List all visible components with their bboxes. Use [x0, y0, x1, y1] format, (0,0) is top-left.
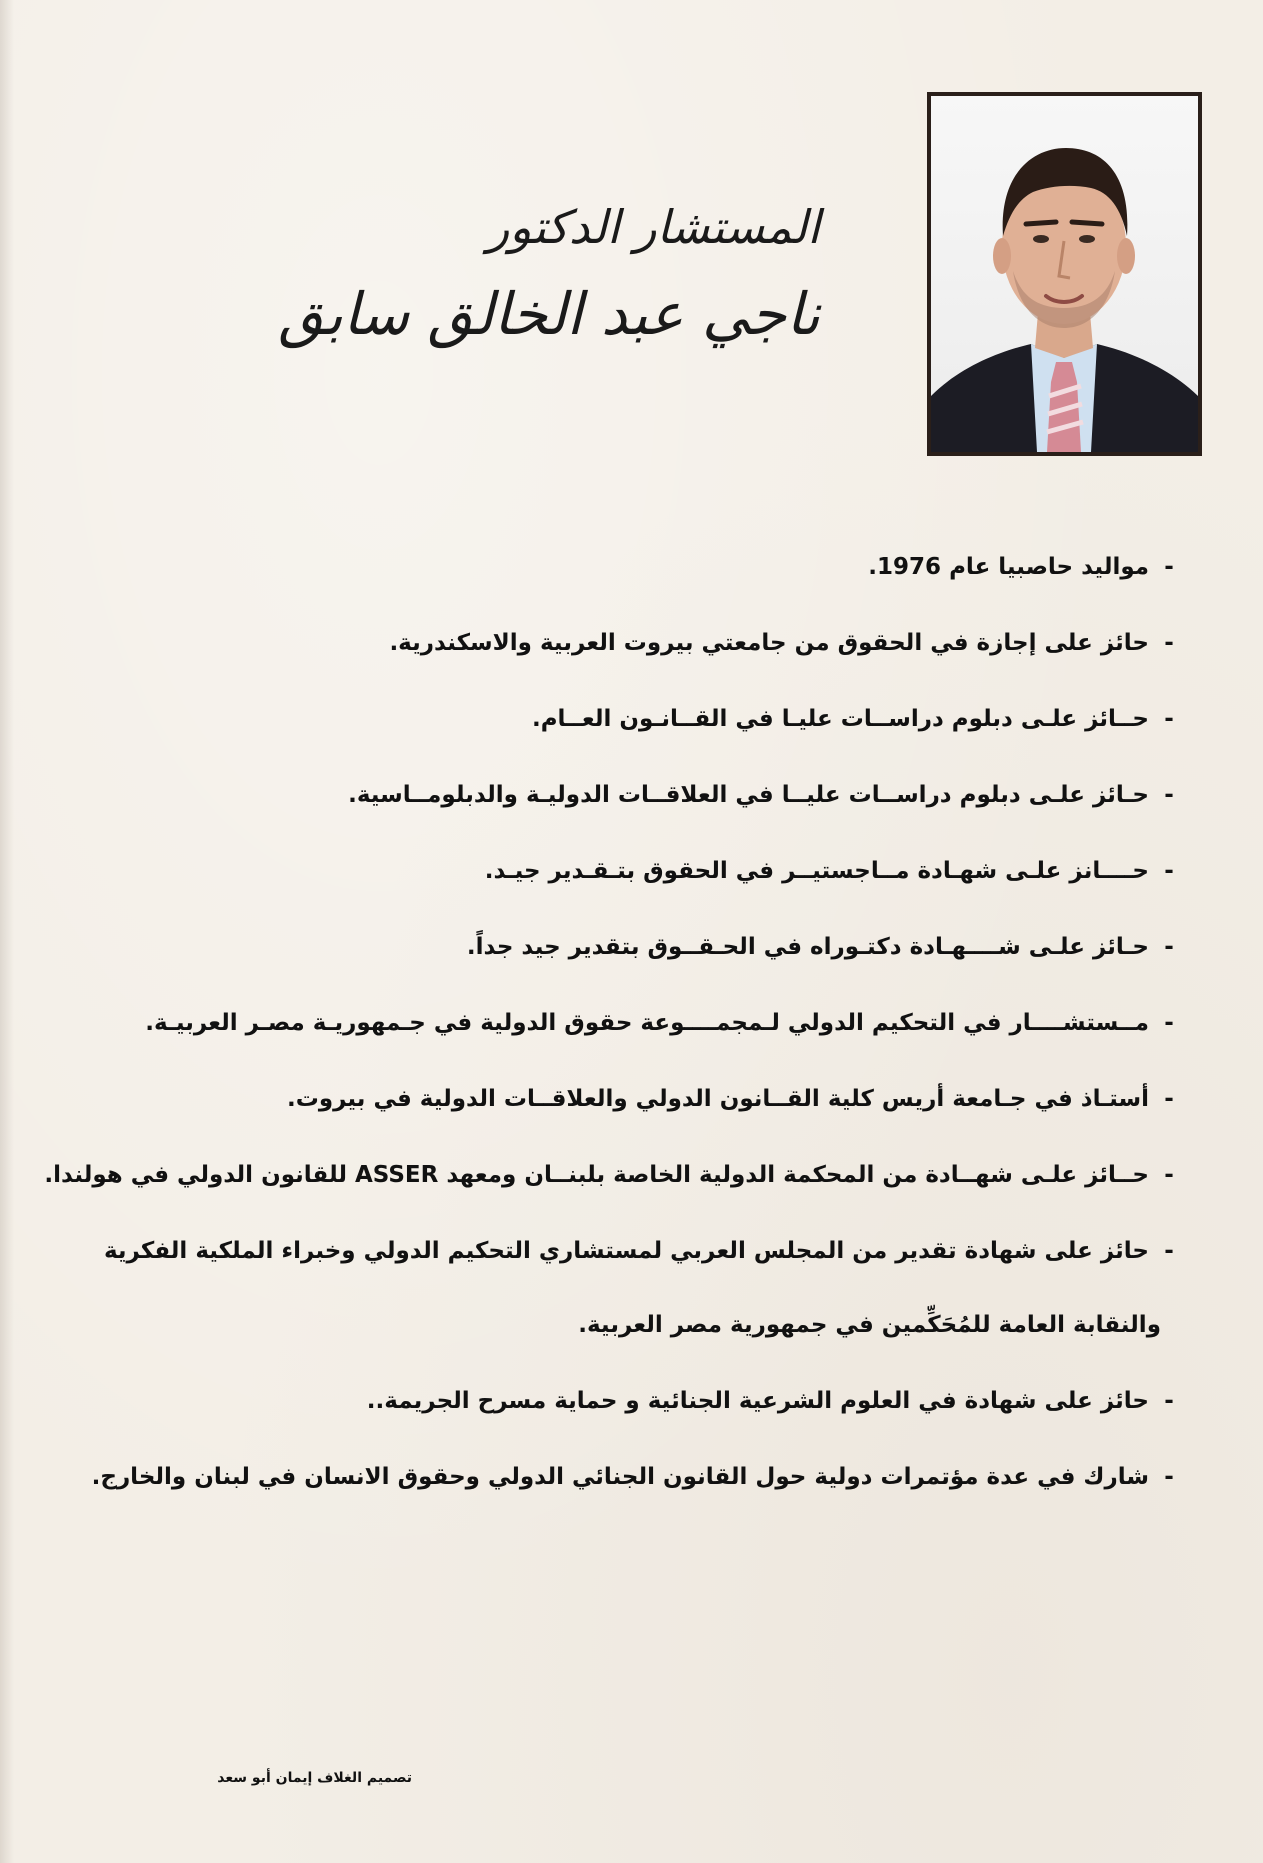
cv-item-text: حــائز علـى شهــادة من المحكمة الدولية الخاصة بلبنــان ومعهد ASSER للقانون الدولي في هولندا.: [44, 1162, 1149, 1188]
cv-item-text: حـائز علـى شــــهـادة دكتـوراه في الحـقــوق بتقدير جيد جداً.: [466, 934, 1149, 960]
cv-item: [121, 625, 1181, 701]
cv-item: [121, 777, 1181, 853]
cv-item: [121, 853, 1181, 929]
cv-item-text: شارك في عدة مؤتمرات دولية حول القانون الجنائي الدولي وحقوق الانسان في لبنان والخارج.: [91, 1464, 1149, 1490]
list-marker: -: [1164, 1010, 1174, 1036]
cv-item: [121, 701, 1181, 777]
cv-item-text: حــائز علـى دبلوم دراســات عليـا في القــانـون العــام.: [531, 706, 1149, 732]
cv-item-text: مواليد حاصبيا عام 1976.: [868, 554, 1149, 580]
list-marker: -: [1164, 554, 1174, 580]
list-marker: -: [1164, 1238, 1174, 1264]
list-marker: -: [1164, 1388, 1174, 1414]
author-name: ناجي عبد الخالق سابق: [278, 280, 820, 348]
list-marker: -: [1164, 706, 1174, 732]
cv-item: [121, 929, 1181, 1005]
cv-item: [44, 1157, 1181, 1233]
cv-item: [121, 1081, 1181, 1157]
author-photo: [927, 92, 1202, 456]
list-marker: -: [1164, 1162, 1174, 1188]
cv-item: [121, 1383, 1181, 1459]
list-marker: -: [1164, 1086, 1174, 1112]
list-marker: -: [1164, 630, 1174, 656]
cv-item-text: حــــانز علـى شهـادة مــاجستيــر في الحقوق بتـقـدير جيـد.: [484, 858, 1149, 884]
cv-item: [121, 1005, 1181, 1081]
cv-item-text: مــستشــــار في التحكيم الدولي لـمجمــــوعة حقوق الدولية في جـمهوريـة مصـر العربيـة.: [145, 1010, 1149, 1036]
cv-item-text: حـائز علـى دبلوم دراســات عليــا في العلاقــات الدوليـة والدبلومــاسية.: [348, 782, 1149, 808]
cv-item-text: حائز على شهادة تقدير من المجلس العربي لمستشاري التحكيم الدولي وخبراء الملكية الفكرية: [103, 1238, 1149, 1264]
cv-item-text: أستـاذ في جـامعة أريس كلية القــانون الدولي والعلاقــات الدولية في بيروت.: [286, 1086, 1149, 1112]
list-marker: -: [1164, 782, 1174, 808]
cv-item: [103, 1233, 1181, 1383]
cv-item: [91, 1459, 1181, 1535]
cv-item: [121, 549, 1181, 625]
cv-item-text: حائز على إجازة في الحقوق من جامعتي بيروت العربية والاسكندرية.: [389, 630, 1149, 656]
cv-item-text: حائز على شهادة في العلوم الشرعية الجنائية و حماية مسرح الجريمة..: [366, 1388, 1149, 1414]
author-title: المستشار الدكتور: [487, 200, 820, 254]
cv-list: [44, 549, 1181, 1535]
cv-item-continuation: والنقابة العامة للمُحَكِّمين في جمهورية مصر العربية.: [578, 1312, 1161, 1338]
list-marker: -: [1164, 934, 1174, 960]
list-marker: -: [1164, 858, 1174, 884]
spine-shadow: [0, 0, 14, 1863]
cover-design-credit: تصميم الغلاف إيمان أبو سعد: [217, 1770, 412, 1786]
portrait-photo-icon: [931, 96, 1198, 452]
list-marker: -: [1164, 1464, 1174, 1490]
